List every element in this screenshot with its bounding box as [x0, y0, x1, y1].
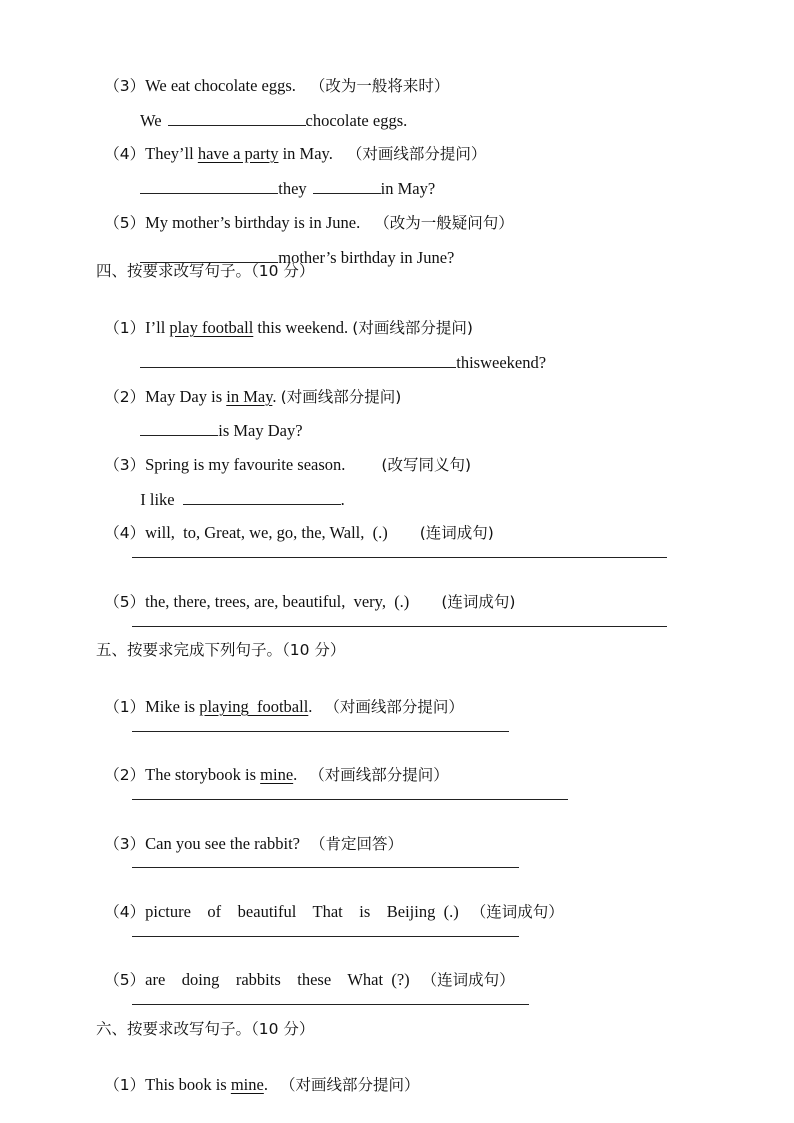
question-text: Can you see the rabbit?	[145, 834, 300, 853]
answer-blank[interactable]	[313, 179, 381, 194]
question-text-pre: Mike is	[145, 697, 196, 716]
question-number: （1）	[104, 319, 146, 337]
underlined-phrase: in May	[226, 387, 273, 406]
question-number: （1）	[104, 698, 146, 716]
answer-prefix: We	[139, 111, 162, 130]
answer-blank[interactable]	[140, 179, 278, 194]
question-instruction: （连词成句）	[470, 903, 564, 921]
question-number: （4）	[104, 524, 146, 542]
question-instruction: （改为一般疑问句）	[374, 214, 514, 232]
answer-suffix: thisweekend?	[456, 353, 547, 372]
question-text-pre: May Day is	[145, 387, 223, 406]
question-text-post: .	[293, 765, 298, 784]
section-5-question-1	[96, 677, 464, 717]
answer-word: they	[278, 179, 307, 198]
answer-suffix: is May Day?	[218, 421, 303, 440]
answer-blank[interactable]	[140, 353, 456, 368]
underlined-phrase: playing football	[199, 697, 309, 716]
question-instruction: (改写同义句)	[381, 456, 471, 474]
question-instruction: （对画线部分提问）	[346, 145, 487, 163]
question-text: We eat chocolate eggs.	[145, 76, 296, 95]
question-text-post: .	[272, 387, 277, 406]
question-number: （5）	[104, 593, 146, 611]
section-6-heading: 六、按要求改写句子。（10 分）	[96, 1020, 315, 1038]
question-text: Spring is my favourite season.	[145, 455, 346, 474]
question-instruction: (对画线部分提问)	[280, 388, 402, 406]
question-text-post: this weekend.	[257, 318, 349, 337]
question-text-pre: This book is	[145, 1075, 227, 1094]
question-instruction: （连词成句）	[421, 971, 515, 989]
question-4-top	[96, 124, 486, 164]
underlined-phrase: play football	[169, 318, 254, 337]
question-text-pre: They’ll	[145, 144, 194, 163]
question-number: （5）	[104, 214, 146, 232]
question-text-post: .	[308, 697, 313, 716]
section-4-question-1	[96, 298, 473, 338]
answer-line[interactable]	[132, 731, 509, 732]
answer-line[interactable]	[132, 799, 568, 800]
question-number: （3）	[104, 456, 146, 474]
section-4-heading: 四、按要求改写句子。（10 分）	[96, 262, 315, 280]
answer-suffix: in May?	[380, 179, 436, 198]
question-instruction: (连词成句)	[441, 593, 516, 611]
question-number: （4）	[104, 903, 146, 921]
question-text-post: in May.	[282, 144, 333, 163]
question-number: （3）	[104, 77, 146, 95]
answer-suffix: .	[340, 490, 345, 509]
question-number: （1）	[104, 1076, 146, 1094]
question-number: （3）	[104, 835, 146, 853]
answer-suffix: chocolate eggs.	[305, 111, 408, 130]
section-5-question-4	[96, 882, 564, 922]
section-6-question-1	[96, 1055, 419, 1095]
section-5-question-5	[96, 950, 515, 990]
question-text: My mother’s birthday is in June.	[145, 213, 361, 232]
section-4-question-5	[96, 572, 515, 612]
answer-line[interactable]	[132, 557, 667, 558]
underlined-phrase: mine	[260, 765, 294, 784]
question-text-pre: I’ll	[145, 318, 166, 337]
underlined-phrase: mine	[230, 1075, 264, 1094]
section-5-question-3	[96, 814, 403, 854]
question-instruction: （肯定回答）	[310, 835, 404, 853]
answer-line[interactable]	[132, 936, 519, 937]
answer-blank[interactable]	[140, 421, 218, 436]
question-instruction: (对画线部分提问)	[352, 319, 473, 337]
question-3-top	[96, 56, 449, 96]
question-instruction: （对画线部分提问）	[279, 1076, 420, 1094]
answer-line[interactable]	[132, 1004, 529, 1005]
question-text-pre: The storybook is	[145, 765, 257, 784]
answer-prefix: I like	[140, 490, 175, 509]
question-number: （2）	[104, 766, 146, 784]
question-text: will, to, Great, we, go, the, Wall, (.)	[145, 523, 388, 542]
question-instruction: (连词成句)	[419, 524, 494, 542]
answer-suffix: mother’s birthday in June?	[278, 248, 455, 267]
question-instruction: （对画线部分提问）	[309, 766, 449, 784]
section-5-heading: 五、按要求完成下列句子。（10 分）	[96, 641, 346, 659]
answer-line[interactable]	[132, 867, 519, 868]
section-4-question-3	[96, 435, 471, 475]
question-text: the, there, trees, are, beautiful, very, (.)	[145, 592, 410, 611]
question-number: （5）	[104, 971, 146, 989]
question-instruction: （改为一般将来时）	[309, 77, 450, 95]
section-4-question-4	[96, 503, 494, 543]
question-instruction: （对画线部分提问）	[324, 698, 464, 716]
answer-line[interactable]	[132, 626, 667, 627]
section-5-question-2	[96, 745, 449, 785]
underlined-phrase: have a party	[197, 144, 279, 163]
question-number: （4）	[104, 145, 146, 163]
question-text: picture of beautiful That is Beijing (.)	[145, 902, 459, 921]
question-5-top	[96, 193, 514, 233]
question-text-post: .	[263, 1075, 268, 1094]
question-text: are doing rabbits these What (?)	[145, 970, 410, 989]
question-number: （2）	[104, 388, 146, 406]
